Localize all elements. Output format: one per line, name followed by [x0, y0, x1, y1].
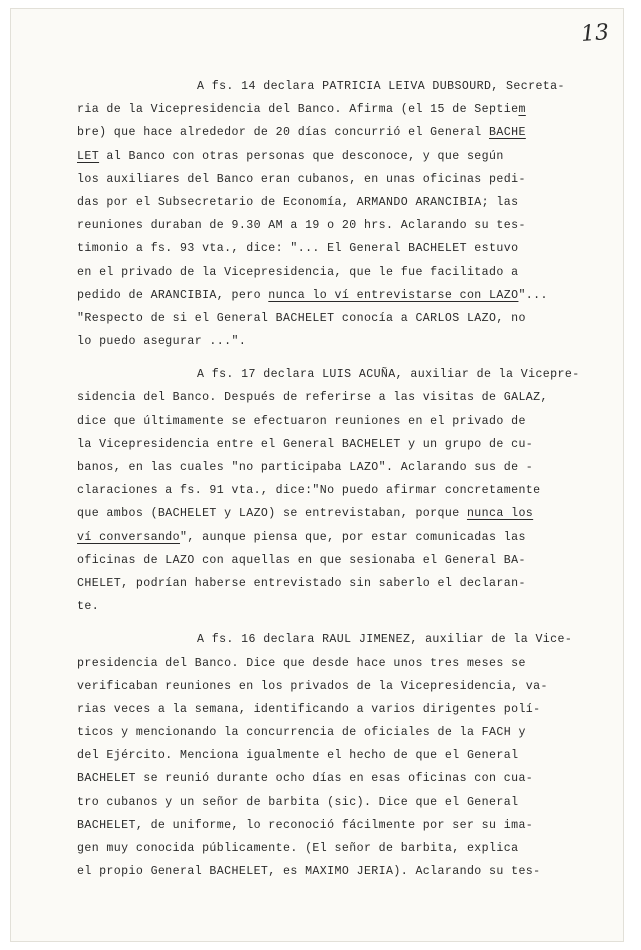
page-number: 13: [580, 20, 610, 47]
paragraph: [77, 363, 597, 618]
document-body: [77, 75, 597, 883]
text-line: sidencia del Banco. Después de referirse a las visitas de GALAZ,: [77, 391, 548, 405]
line-segment: bre) que hace alrededor de 20 días concurrió el General: [77, 126, 490, 140]
line-segment: "...: [518, 288, 548, 302]
paragraph-gap: [77, 618, 597, 628]
text-line: en el privado de la Vicepresidencia, que le fue facilitado a: [77, 265, 519, 279]
document-page: [10, 8, 624, 942]
underlined-text: BACHE: [489, 126, 526, 140]
text-line: banos, en las cuales "no participaba LAZO". Aclarando sus de -: [77, 461, 534, 474]
line-segment: que ambos (BACHELET y LAZO) se entrevistaban, porque: [77, 507, 467, 521]
text-line: tro cubanos y un señor de barbita (sic). Dice que el General: [77, 795, 519, 809]
text-line: BACHELET, de uniforme, lo reconoció fácilmente por ser su ima-: [77, 818, 534, 832]
line-segment: ria de la Vicepresidencia del Banco. Afirma (el 15 de Septie: [77, 103, 519, 117]
line-segment: pedido de ARANCIBIA, pero: [77, 288, 269, 302]
text-line: [77, 284, 597, 307]
text-line: [77, 526, 597, 549]
text-line: el propio General BACHELET, es MAXIMO JERIA). Aclarando su tes-: [77, 865, 541, 879]
text-line: dice que últimamente se efectuaron reuniones en el privado de: [77, 414, 526, 428]
underlined-text: m: [518, 103, 526, 117]
text-line: ticos y mencionando la concurrencia de oficiales de la FACH y: [77, 726, 526, 740]
underlined-text: ví conversando: [77, 530, 181, 544]
text-line: A fs. 14 declara PATRICIA LEIVA DUBSOURD, Secreta-: [197, 80, 565, 93]
text-line: [77, 502, 597, 525]
text-line: A fs. 17 declara LUIS ACUÑA, auxiliar de la Vicepre-: [197, 368, 580, 382]
text-line: reuniones duraban de 9.30 AM a 19 o 20 hrs. Aclarando su tes-: [77, 219, 526, 233]
text-line: la Vicepresidencia entre el General BACHELET y un grupo de cu-: [77, 437, 534, 451]
text-line: CHELET, podrían haberse entrevistado sin saberlo el declaran-: [77, 576, 526, 590]
text-line: los auxiliares del Banco eran cubanos, en unas oficinas pedi-: [77, 172, 526, 186]
line-segment: ", aunque piensa que, por estar comunicadas las: [180, 530, 526, 544]
underlined-text: nunca lo ví entrevistarse con LAZO: [268, 288, 519, 302]
paragraph-gap: [77, 353, 597, 363]
text-line: verificaban reuniones en los privados de la Vicepresidencia, va-: [77, 679, 548, 693]
text-line: [77, 145, 597, 168]
text-line: [77, 121, 597, 144]
text-line: timonio a fs. 93 vta., dice: "... El General BACHELET estuvo: [77, 242, 519, 256]
text-line: BACHELET se reunió durante ocho días en esas oficinas con cua-: [77, 772, 534, 786]
text-line: rias veces a la semana, identificando a varios dirigentes polí-: [77, 702, 541, 716]
text-line: "Respecto de si el General BACHELET conocía a CARLOS LAZO, no: [77, 311, 526, 325]
text-line: oficinas de LAZO con aquellas en que sesionaba el General BA-: [77, 553, 526, 567]
text-line: del Ejército. Menciona igualmente el hecho de que el General: [77, 749, 519, 763]
text-line: claraciones a fs. 91 vta., dice:"No puedo afirmar concretamente: [77, 484, 541, 498]
text-line: das por el Subsecretario de Economía, ARMANDO ARANCIBIA; las: [77, 195, 519, 209]
underlined-text: nunca los: [466, 507, 534, 521]
text-line: gen muy conocida públicamente. (El señor de barbita, explica: [77, 842, 519, 855]
text-line: [77, 98, 597, 121]
line-segment: al Banco con otras personas que desconoce, y que según: [99, 149, 504, 163]
text-line: A fs. 16 declara RAUL JIMENEZ, auxiliar de la Vice-: [197, 633, 573, 647]
paragraph: [77, 75, 597, 353]
text-line: te.: [77, 600, 100, 614]
paragraph: [77, 628, 597, 883]
text-line: lo puedo asegurar ...".: [77, 335, 247, 349]
underlined-text: LET: [77, 149, 100, 163]
text-line: presidencia del Banco. Dice que desde hace unos tres meses se: [77, 656, 526, 670]
